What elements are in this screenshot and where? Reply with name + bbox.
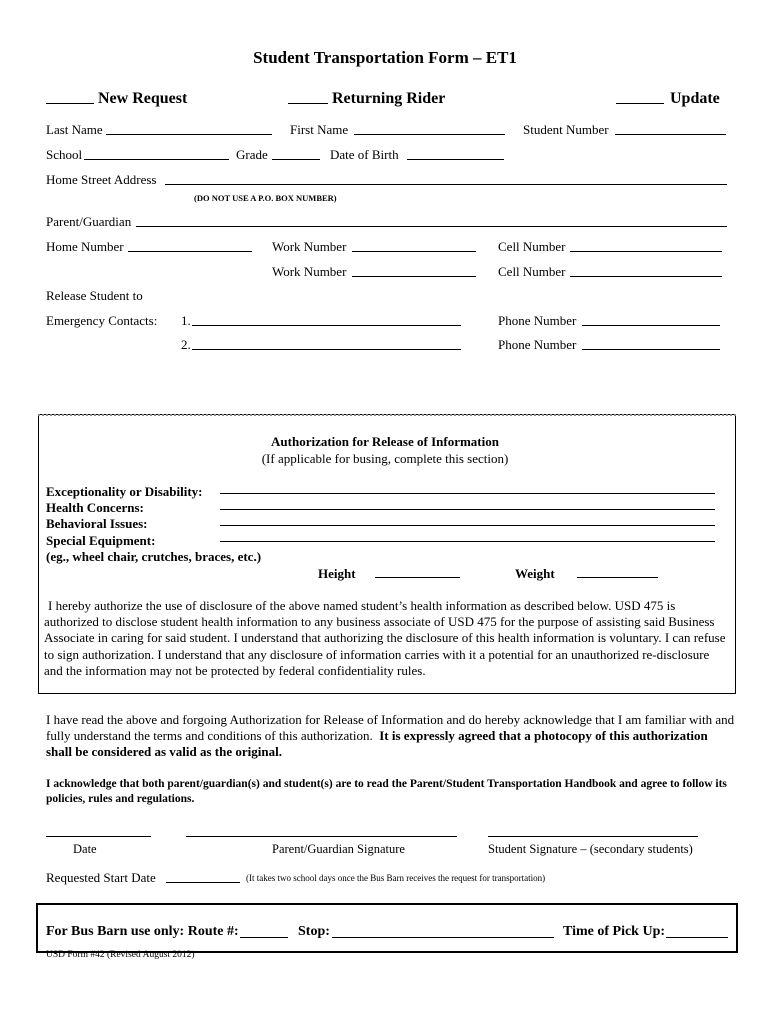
exceptionality-label: Exceptionality or Disability: (46, 484, 203, 499)
date-of-birth-label: Date of Birth (330, 147, 399, 162)
page-title: Student Transportation Form – ET1 (253, 48, 517, 67)
weight-label: Weight (515, 566, 555, 581)
behavioral-issues-field[interactable] (220, 525, 715, 526)
parent-guardian-field[interactable] (136, 226, 727, 227)
emergency-contact-1-field[interactable] (192, 325, 461, 326)
update-label: Update (670, 90, 720, 107)
date-of-birth-field[interactable] (407, 159, 504, 160)
phone-number-field-1[interactable] (582, 325, 720, 326)
acknowledgement-photocopy-text: It is expressly agreed that a photocopy of this authorization shall be considered as valid as the original. (46, 728, 708, 760)
stop-field[interactable] (332, 937, 554, 938)
time-of-pickup-field[interactable] (666, 937, 728, 938)
route-label: For Bus Barn use only: Route #: (46, 924, 239, 939)
handbook-acknowledgement: I acknowledge that both parent/guardian(s) and student(s) are to read the Parent/Student Transportation Handbook and agree to follow its policies, rules and regulations. (46, 778, 727, 805)
student-number-field[interactable] (615, 134, 726, 135)
health-concerns-label: Health Concerns: (46, 500, 144, 515)
weight-field[interactable] (577, 577, 658, 578)
returning-rider-checkbox-line[interactable] (288, 103, 328, 104)
stop-label: Stop: (298, 924, 330, 939)
school-field[interactable] (84, 159, 229, 160)
acknowledgement-paragraph (46, 712, 736, 761)
health-concerns-field[interactable] (220, 509, 715, 510)
height-label: Height (318, 566, 356, 581)
home-number-field[interactable] (128, 251, 252, 252)
school-label: School (46, 147, 83, 162)
start-date-note: (It takes two school days once the Bus Barn receives the request for transportation) (246, 873, 546, 883)
authorization-box-top-border (38, 414, 736, 416)
authorization-subtitle: (If applicable for busing, complete this section) (261, 451, 509, 466)
height-field[interactable] (375, 577, 460, 578)
requested-start-date-label: Requested Start Date (46, 870, 156, 885)
new-request-checkbox-line[interactable] (46, 103, 94, 104)
authorization-title: Authorization for Release of Information (271, 434, 499, 449)
phone-number-label-2: Phone Number (498, 337, 577, 352)
parent-signature-line[interactable] (186, 836, 457, 837)
returning-rider-label: Returning Rider (332, 90, 446, 107)
special-equipment-field[interactable] (220, 541, 715, 542)
emergency-contacts-label: Emergency Contacts: (46, 313, 158, 328)
special-equipment-label: Special Equipment: (46, 533, 156, 548)
grade-field[interactable] (272, 159, 320, 160)
authorization-paragraph: I hereby authorize the use of disclosure of the above named student’s health information as described below. USD 475 is authorized to disclose student health information to any business associate of USD 475 for the purpose of assisting said Business Associate in caring for said student. I understand that authorizing the disclosure of this health information is voluntary. I can refuse to sign authorization. I understand that any disclosure of information carries with it a potential for an unauthorized re-disclosure and the information may not be protected by federal confidentiality rules. (44, 598, 726, 678)
home-street-address-field[interactable] (165, 184, 727, 185)
phone-number-field-2[interactable] (582, 349, 720, 350)
student-signature-caption: Student Signature – (secondary students) (488, 842, 693, 856)
po-box-note: (DO NOT USE A P.O. BOX NUMBER) (194, 193, 337, 203)
work-number-label-1: Work Number (272, 239, 347, 254)
route-field[interactable] (240, 937, 288, 938)
requested-start-date-field[interactable] (166, 882, 240, 883)
last-name-field[interactable] (106, 134, 272, 135)
behavioral-issues-label: Behavioral Issues: (46, 516, 148, 531)
work-number-field-2[interactable] (352, 276, 476, 277)
date-caption: Date (73, 842, 97, 856)
contact-2-number: 2. (181, 337, 191, 352)
form-footer: USD Form #42 (Revised August 2012) (46, 950, 195, 960)
parent-signature-caption: Parent/Guardian Signature (272, 842, 405, 856)
grade-label: Grade (236, 147, 268, 162)
emergency-contact-2-field[interactable] (192, 349, 461, 350)
home-street-address-label: Home Street Address (46, 172, 157, 187)
cell-number-label-1: Cell Number (498, 239, 566, 254)
cell-number-label-2: Cell Number (498, 264, 566, 279)
contact-1-number: 1. (181, 313, 191, 328)
first-name-label: First Name (290, 122, 349, 137)
work-number-field-1[interactable] (352, 251, 476, 252)
date-signature-line[interactable] (46, 836, 151, 837)
home-number-label: Home Number (46, 239, 124, 254)
cell-number-field-1[interactable] (570, 251, 722, 252)
parent-guardian-label: Parent/Guardian (46, 214, 132, 229)
phone-number-label-1: Phone Number (498, 313, 577, 328)
student-number-label: Student Number (523, 122, 609, 137)
cell-number-field-2[interactable] (570, 276, 722, 277)
acknowledgement-text: I have read the above and forgoing Authorization for Release of Information and do hereby acknowledge that I am familiar with and fully understand the terms and conditions of this authorization. (46, 712, 735, 744)
release-student-to-label: Release Student to (46, 288, 143, 303)
time-of-pickup-label: Time of Pick Up: (563, 924, 666, 939)
last-name-label: Last Name (46, 122, 103, 137)
student-signature-line[interactable] (488, 836, 698, 837)
first-name-field[interactable] (354, 134, 505, 135)
new-request-label: New Request (98, 90, 188, 107)
work-number-label-2: Work Number (272, 264, 347, 279)
equipment-examples-note: (eg., wheel chair, crutches, braces, etc.) (46, 549, 262, 564)
exceptionality-field[interactable] (220, 493, 715, 494)
update-checkbox-line[interactable] (616, 103, 664, 104)
